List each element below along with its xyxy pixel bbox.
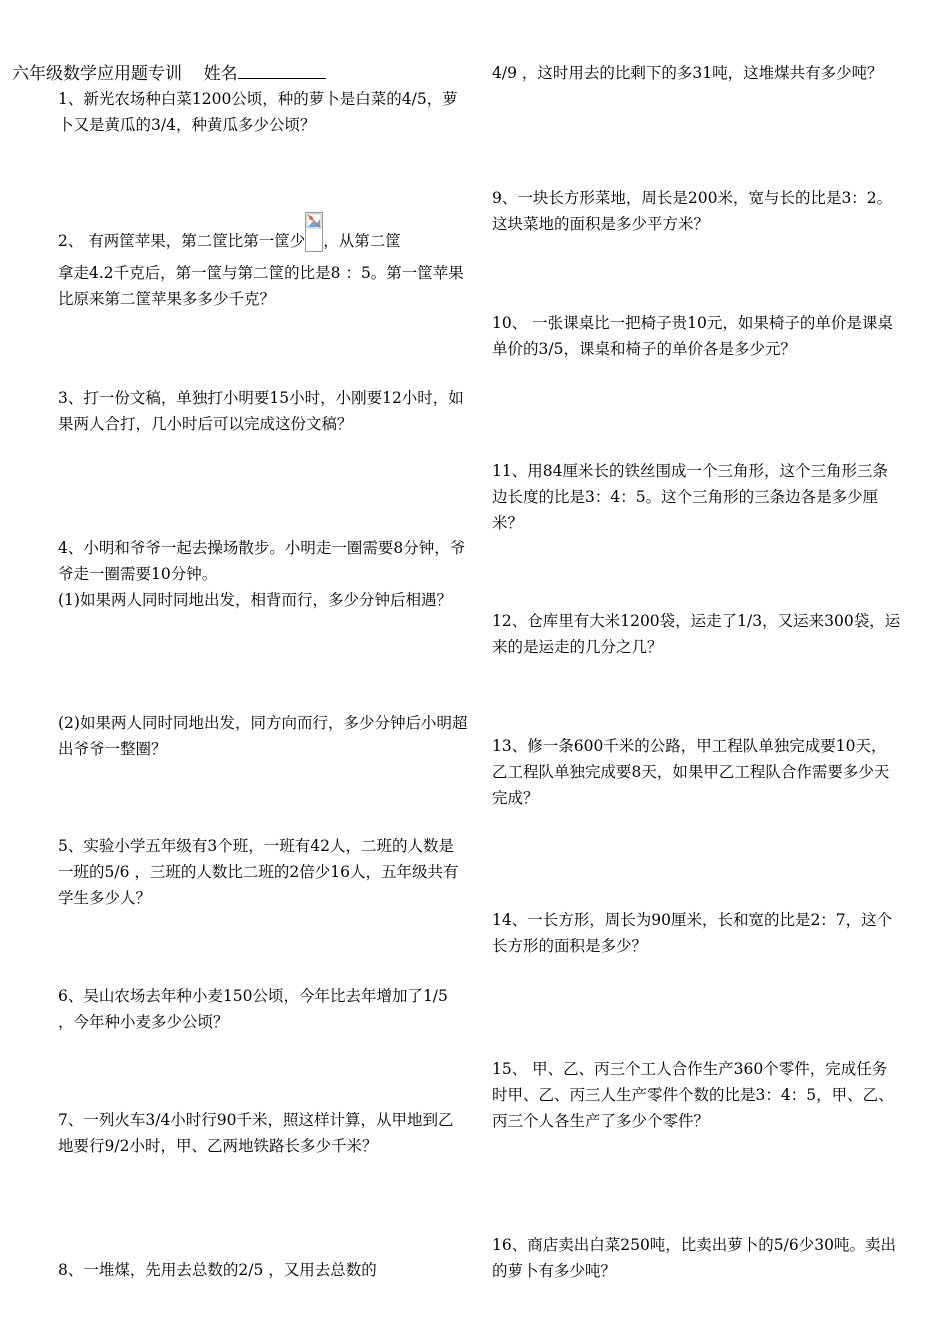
question-6: 6、吴山农场去年种小麦150公顷，今年比去年增加了1/5 ，今年种小麦多少公顷？ bbox=[58, 987, 453, 1031]
question-4: 4、小明和爷爷一起去操场散步。小明走一圈需要8分钟，爷爷走一圈需要10分钟。 (1)如果两人同时同地出发，相背而行，多少分钟后相遇？ bbox=[58, 539, 466, 609]
question-2-part-b: ，从第二筐 bbox=[323, 232, 401, 250]
question-3: 3、打一份文稿，单独打小明要15小时，小刚要12小时，如果两人合打，几小时后可以完成这份文稿？ bbox=[58, 389, 464, 433]
name-label: 姓名 bbox=[203, 64, 238, 84]
question-9: 9、一块长方形菜地，周长是200米，宽与长的比是3：2。这块菜地的面积是多少平方米？ bbox=[492, 189, 893, 233]
question-2-line2: 拿走4.2千克后，第一筐与第二筐的比是8 ：5。第一筐苹果比原来第二筐苹果多多少千克？ bbox=[58, 264, 464, 308]
title-text: 六年级数学应用题专训 bbox=[12, 64, 182, 84]
question-13: 13、修一条600千米的公路，甲工程队单独完成要10天，乙工程队单独完成要8天，如果甲乙工程队合作需要多少天完成？ bbox=[492, 737, 890, 807]
question-15: 15、 甲、乙、丙三个工人合作生产360个零件，完成任务时甲、乙、丙三人生产零件个数的比是3：4：5，甲、乙、丙三个人各生产了多少个零件？ bbox=[492, 1060, 894, 1130]
question-5: 5、实验小学五年级有3个班，一班有42人，二班的人数是一班的5/6 ，三班的人数比二班的2倍少16人，五年级共有学生多少人？ bbox=[58, 837, 459, 907]
question-12: 12、仓库里有大米1200袋，运走了1/3，又运来300袋，运来的是运走的几分之几？ bbox=[492, 612, 901, 656]
question-2-part-a: 2、 有两筐苹果，第二筐比第一筐少 bbox=[58, 232, 306, 250]
question-10: 10、 一张课桌比一把椅子贵10元，如果椅子的单价是课桌单价的3/5，课桌和椅子的单价各是多少元？ bbox=[492, 314, 893, 358]
question-1: 1、新光农场种白菜1200公顷，种的萝卜是白菜的4/5，萝卜又是黄瓜的3/4，种黄瓜多少公顷？ bbox=[58, 90, 458, 134]
question-11: 11、用84厘米长的铁丝围成一个三角形，这个三角形三条边长度的比是3：4：5。这个三角形的三条边各是多少厘米？ bbox=[492, 462, 888, 532]
question-14: 14、一长方形，周长为90厘米，长和宽的比是2：7，这个长方形的面积是多少？ bbox=[492, 911, 893, 955]
question-2-line1 bbox=[58, 212, 468, 261]
question-4-part-2: (2)如果两人同时同地出发，同方向而行，多少分钟后小明超出爷爷一整圈？ bbox=[58, 714, 468, 758]
name-blank-line[interactable] bbox=[238, 60, 326, 79]
broken-image-icon bbox=[305, 212, 323, 252]
question-8-continued: 4/9 ，这时用去的比剩下的多31吨，这堆煤共有多少吨？ bbox=[492, 64, 883, 82]
question-16: 16、商店卖出白菜250吨，比卖出萝卜的5/6少30吨。卖出的萝卜有多少吨？ bbox=[492, 1236, 896, 1280]
question-8-start: 8、一堆煤，先用去总数的2/5 ，又用去总数的 bbox=[58, 1261, 377, 1279]
question-7: 7、一列火车3/4小时行90千米，照这样计算，从甲地到乙地要行9/2小时，甲、乙两地铁路长多少千米？ bbox=[58, 1111, 454, 1155]
worksheet-title bbox=[12, 60, 326, 87]
